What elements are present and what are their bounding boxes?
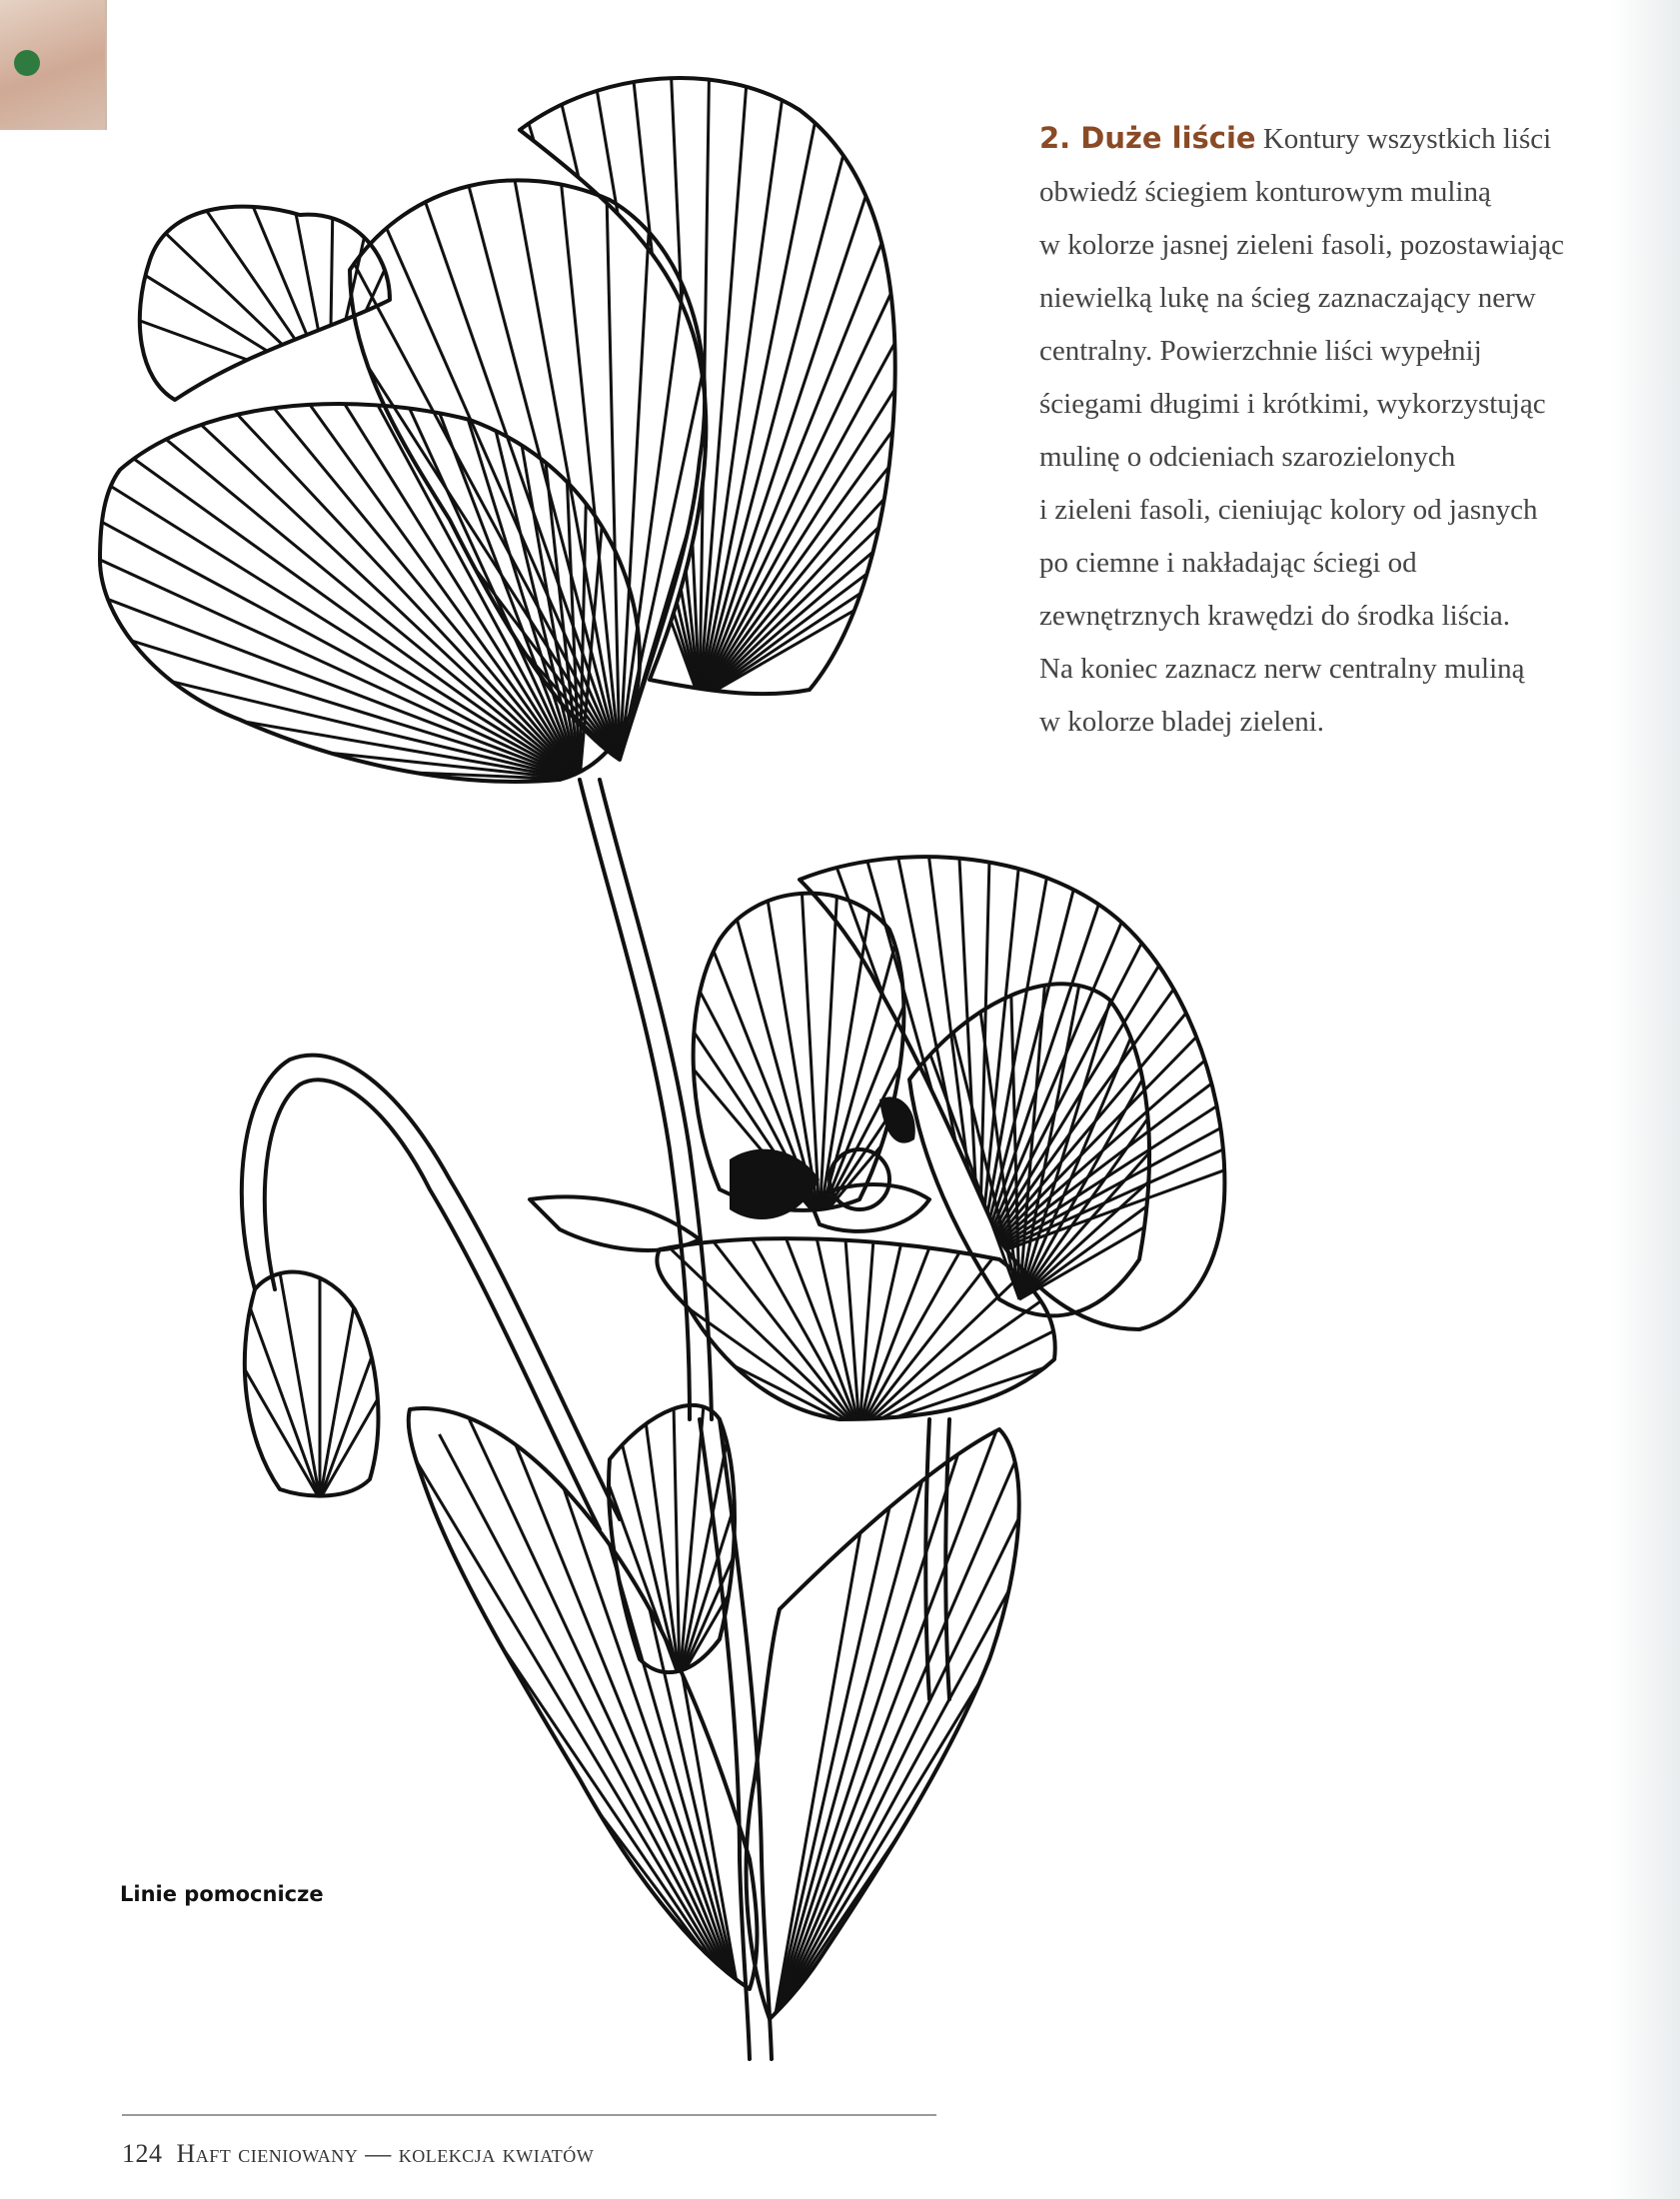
petal-hatching [29, 70, 607, 390]
hatch-line [979, 1005, 1374, 1259]
hatch-line [700, 124, 1061, 700]
instruction-line: po ciemne i nakładając ściegi od [1039, 547, 1417, 579]
instructions-text [1039, 112, 1639, 749]
hatch-line [149, 126, 330, 390]
instruction-line: Na koniec zaznacz nerw centralny muliną [1039, 653, 1525, 685]
instruction-line: centralny. Powierzchnie liści wypełnij [1039, 335, 1482, 367]
hatch-line [382, 1468, 740, 1999]
hatch-line [775, 1608, 1264, 2019]
hatch-line [609, 1388, 680, 1679]
hatch-line [58, 221, 330, 390]
instruction-line: w kolorze bladej zieleni. [1039, 706, 1325, 738]
hatch-line [700, 147, 1095, 700]
petal-hatching [190, 1239, 450, 1499]
hatch-line [775, 1389, 885, 2019]
hatch-line [216, 1632, 740, 1999]
instruction-line: w kolorze jasnej zieleni fasoli, pozostawiając [1039, 229, 1565, 261]
hatch-line [87, 514, 580, 780]
hatch-line [859, 1249, 1047, 1429]
hatch-line [775, 1410, 972, 2019]
hatch-line [859, 1347, 1106, 1429]
instruction-line: mulinę o odcieniach szarozielonych [1039, 441, 1456, 473]
hatch-line [680, 1419, 830, 1679]
hatch-line [775, 1524, 1180, 2019]
hatch-line [680, 1385, 739, 1679]
hatch-line [485, 228, 580, 780]
hatch-line [672, 1249, 859, 1429]
hatch-line [98, 169, 330, 390]
hatch-line [775, 1488, 1132, 2019]
hatch-line [775, 1431, 1027, 2019]
hatch-line [320, 1255, 409, 1499]
step-title: 2. Duże liście [1039, 121, 1256, 155]
hatch-line [767, 1186, 859, 1429]
hatch-line [700, 33, 833, 700]
hatch-line [979, 1067, 1407, 1259]
instruction-line: obwiedź ściegiem konturowym muliną [1039, 176, 1491, 208]
page-number: 124 [122, 2139, 163, 2168]
hatch-line [700, 54, 912, 700]
hatch-line [236, 1605, 740, 1999]
hatch-line [1019, 941, 1048, 1299]
hatch-line [921, 794, 979, 1259]
instruction-line: zewnętrznych krawędzi do środka liścia. [1039, 600, 1511, 632]
page-footer [122, 2139, 594, 2169]
instruction-line: Kontury wszystkich liści [1262, 123, 1552, 155]
hatch-line [628, 24, 700, 700]
footer-divider [122, 2114, 936, 2116]
hatch-line [775, 1402, 943, 2019]
hatch-line [330, 70, 335, 390]
hatch-line [775, 1457, 1081, 2019]
figure-caption: Linie pomocnicze [120, 1882, 324, 1906]
hatch-line [680, 1404, 801, 1679]
hatch-line [775, 1444, 1055, 2019]
hatch-line [45, 614, 580, 780]
hatch-line [859, 1186, 952, 1429]
hatch-line [28, 685, 580, 780]
book-title: Haft cieniowany — kolekcja kwiatów [176, 2139, 595, 2168]
hatch-line [775, 1472, 1107, 2019]
hatch-line [330, 99, 463, 390]
instruction-line: ściegami długimi i krótkimi, wykorzystując [1039, 388, 1546, 420]
hatch-line [22, 780, 580, 829]
instruction-line: niewielką lukę na ścieg zaznaczający nerw [1039, 282, 1536, 314]
hatch-line [206, 95, 330, 390]
instruction-line: i zieleni fasoli, cieniując kolory od jasnych [1039, 494, 1538, 526]
hatch-line [304, 1531, 740, 1999]
